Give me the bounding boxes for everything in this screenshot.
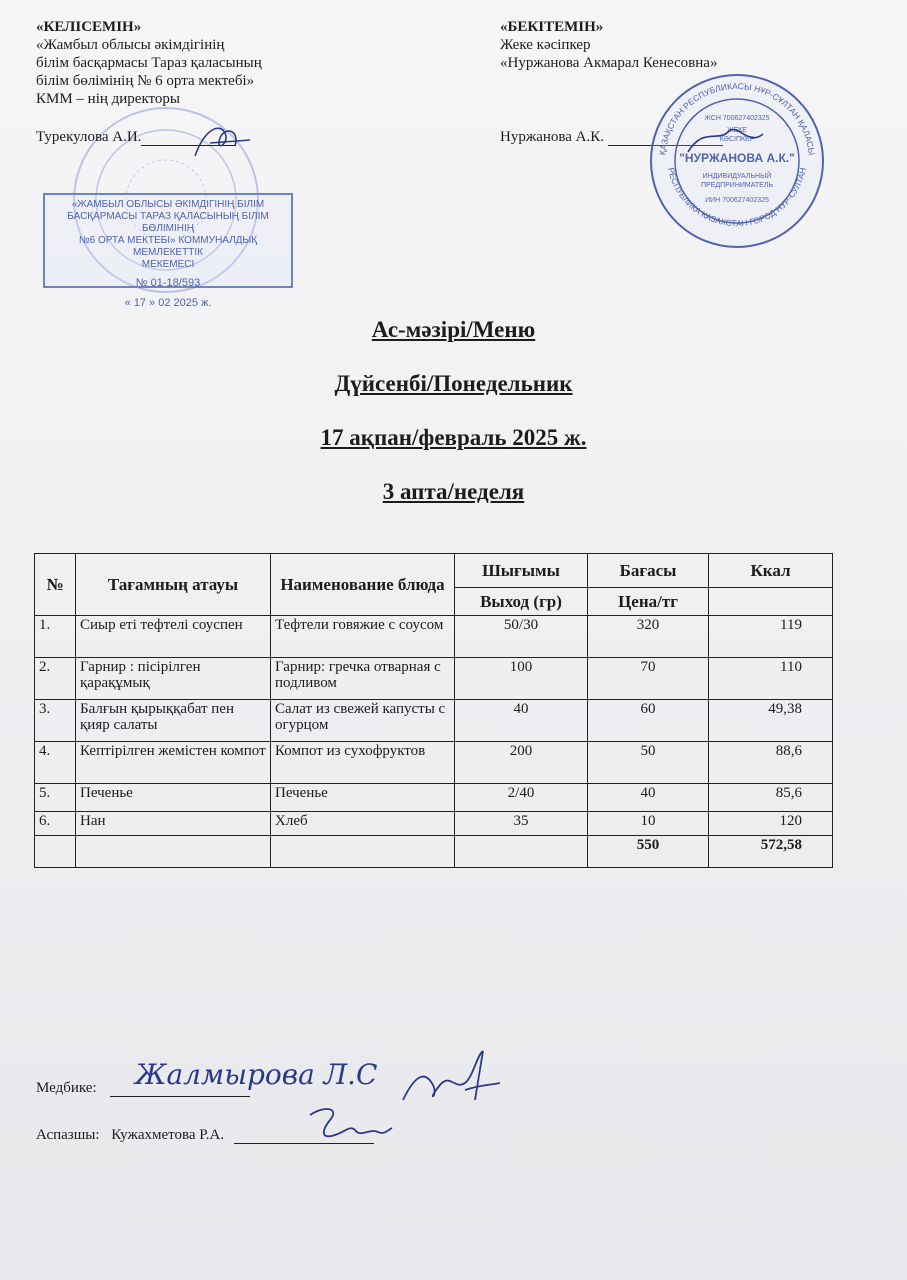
- right-signer: Нуржанова А.К.: [500, 129, 605, 145]
- row-price: 40: [588, 784, 709, 812]
- row-num: 1.: [35, 616, 76, 658]
- total-row: [35, 836, 833, 868]
- right-line-1: Жеке кәсіпкер: [500, 37, 591, 53]
- right-title: «БЕКІТЕМІН»: [500, 19, 604, 35]
- row-num: 2.: [35, 658, 76, 700]
- left-line-3: білім бөлімінің № 6 орта мектебі»: [36, 73, 255, 89]
- stamp-rect-date: « 17 » 02 2025 ж.: [124, 297, 212, 309]
- date-title: 17 ақпан/февраль 2025 ж.: [320, 425, 587, 450]
- col-name-kz: Тағамның атауы: [76, 554, 271, 616]
- row-ru: Хлеб: [271, 812, 455, 836]
- row-num: 6.: [35, 812, 76, 836]
- day-title: Дүйсенбі/Понедельник: [334, 371, 573, 396]
- stamp-rect-number: № 01-18/593: [135, 277, 201, 289]
- row-num: 3.: [35, 700, 76, 742]
- row-kz: Балғын қырыққабат пен қияр салаты: [76, 700, 271, 742]
- col-price-ru: Цена/тг: [588, 588, 709, 616]
- total-price: 550: [588, 836, 709, 868]
- row-price: 10: [588, 812, 709, 836]
- total-kcal: 572,58: [709, 836, 833, 868]
- left-signer: Турекулова А.И.: [36, 129, 142, 145]
- left-line-2: білім басқармасы Тараз қаласының: [36, 55, 262, 71]
- stamp-name: "НУРЖАНОВА А.К.": [679, 151, 795, 165]
- row-kz: Кептірілген жемістен компот: [76, 742, 271, 784]
- row-kcal: 49,38: [709, 700, 833, 742]
- stamp-inner-top: ЖЕКЕ: [727, 127, 747, 134]
- row-kcal: 120: [709, 812, 833, 836]
- row-yield: 100: [455, 658, 588, 700]
- col-num: №: [35, 554, 76, 616]
- entrepreneur-stamp: [648, 72, 826, 250]
- stamp-inner-top2: КӘСІПКЕР: [719, 136, 755, 143]
- row-price: 70: [588, 658, 709, 700]
- stamp-outer-text: ҚАЗАҚСТАН РЕСПУБЛИКАСЫ НҰР-СҰЛТАН ҚАЛАСЫ: [657, 80, 817, 156]
- total-empty-2: [76, 836, 271, 868]
- director-signature: [190, 118, 260, 163]
- menu-table: [34, 553, 833, 868]
- col-name-ru: Наименование блюда: [271, 554, 455, 616]
- total-empty-1: [35, 836, 76, 868]
- right-line-2: «Нуржанова Акмарал Кенесовна»: [500, 55, 718, 71]
- stamp-rect-line-1: «ЖАМБЫЛ ОБЛЫСЫ ӘКІМДІГІНІҢ БІЛІМ: [71, 199, 265, 210]
- week-title: 3 апта/неделя: [382, 479, 525, 504]
- row-kz: Печенье: [76, 784, 271, 812]
- row-ru: Тефтели говяжие с соусом: [271, 616, 455, 658]
- stamp-rect-line-2: БАСҚАРМАСЫ ТАРАЗ ҚАЛАСЫНЫҢ БІЛІМ БӨЛІМІНІҢ: [67, 211, 269, 234]
- menu-title: Ас-мәзірі/Меню: [371, 317, 536, 342]
- total-empty-4: [455, 836, 588, 868]
- row-yield: 200: [455, 742, 588, 784]
- col-kcal: Ккал: [709, 554, 833, 588]
- row-ru: Гарнир: гречка отварная с подливом: [271, 658, 455, 700]
- table-row: [35, 784, 833, 812]
- row-ru: Печенье: [271, 784, 455, 812]
- stamp-bottom-text: РЕСПУБЛИКА КАЗАХСТАН ГОРОД НУР-СУЛТАН: [666, 166, 808, 229]
- row-price: 60: [588, 700, 709, 742]
- row-num: 4.: [35, 742, 76, 784]
- col-yield-kz: Шығымы: [455, 554, 588, 588]
- cook-signature: [300, 1100, 395, 1150]
- row-yield: 35: [455, 812, 588, 836]
- header-row-1: [35, 554, 833, 588]
- menu-titles: [0, 316, 907, 532]
- medic-signature: [395, 1045, 505, 1115]
- row-yield: 50/30: [455, 616, 588, 658]
- cook-name: Кужахметова Р.А.: [111, 1127, 225, 1143]
- row-price: 50: [588, 742, 709, 784]
- col-kcal-empty: [709, 588, 833, 616]
- total-empty-3: [271, 836, 455, 868]
- left-title: «КЕЛІСЕМІН»: [36, 19, 142, 35]
- row-kcal: 88,6: [709, 742, 833, 784]
- table-row: [35, 616, 833, 658]
- left-line-1: «Жамбыл облысы әкімдігінің: [36, 37, 225, 53]
- row-yield: 2/40: [455, 784, 588, 812]
- left-line-4: КММ – нің директоры: [36, 91, 180, 107]
- row-kcal: 110: [709, 658, 833, 700]
- stamp-rect-line-3: №6 ОРТА МЕКТЕБІ» КОММУНАЛДЫҚ МЕМЛЕКЕТТІК: [78, 235, 258, 258]
- row-num: 5.: [35, 784, 76, 812]
- table-row: [35, 700, 833, 742]
- row-kcal: 85,6: [709, 784, 833, 812]
- row-kz: Сиыр еті тефтелі соуспен: [76, 616, 271, 658]
- stamp-rect-line-4: МЕКЕМЕСІ: [141, 259, 195, 270]
- row-ru: Салат из свежей капусты с огурцом: [271, 700, 455, 742]
- table-row: [35, 742, 833, 784]
- stamp-inn: ИИН 700627402325: [705, 197, 769, 204]
- row-price: 320: [588, 616, 709, 658]
- col-yield-ru: Выход (гр): [455, 588, 588, 616]
- cook-label: Аспазшы:: [36, 1127, 100, 1143]
- row-ru: Компот из сухофруктов: [271, 742, 455, 784]
- row-kcal: 119: [709, 616, 833, 658]
- stamp-sub2: ПРЕДПРИНИМАТЕЛЬ: [700, 182, 774, 189]
- medic-signature-text: Жалмырова Л.С: [135, 1058, 378, 1091]
- row-yield: 40: [455, 700, 588, 742]
- table-row: [35, 812, 833, 836]
- medic-label: Медбике:: [36, 1080, 97, 1096]
- col-price-kz: Бағасы: [588, 554, 709, 588]
- stamp-jsn: ЖСН 700627402325: [704, 115, 770, 122]
- row-kz: Гарнир : пісірілген қарақұмық: [76, 658, 271, 700]
- stamp-sub1: ИНДИВИДУАЛЬНЫЙ: [702, 173, 772, 180]
- registration-stamp: [43, 193, 293, 309]
- row-kz: Нан: [76, 812, 271, 836]
- table-row: [35, 658, 833, 700]
